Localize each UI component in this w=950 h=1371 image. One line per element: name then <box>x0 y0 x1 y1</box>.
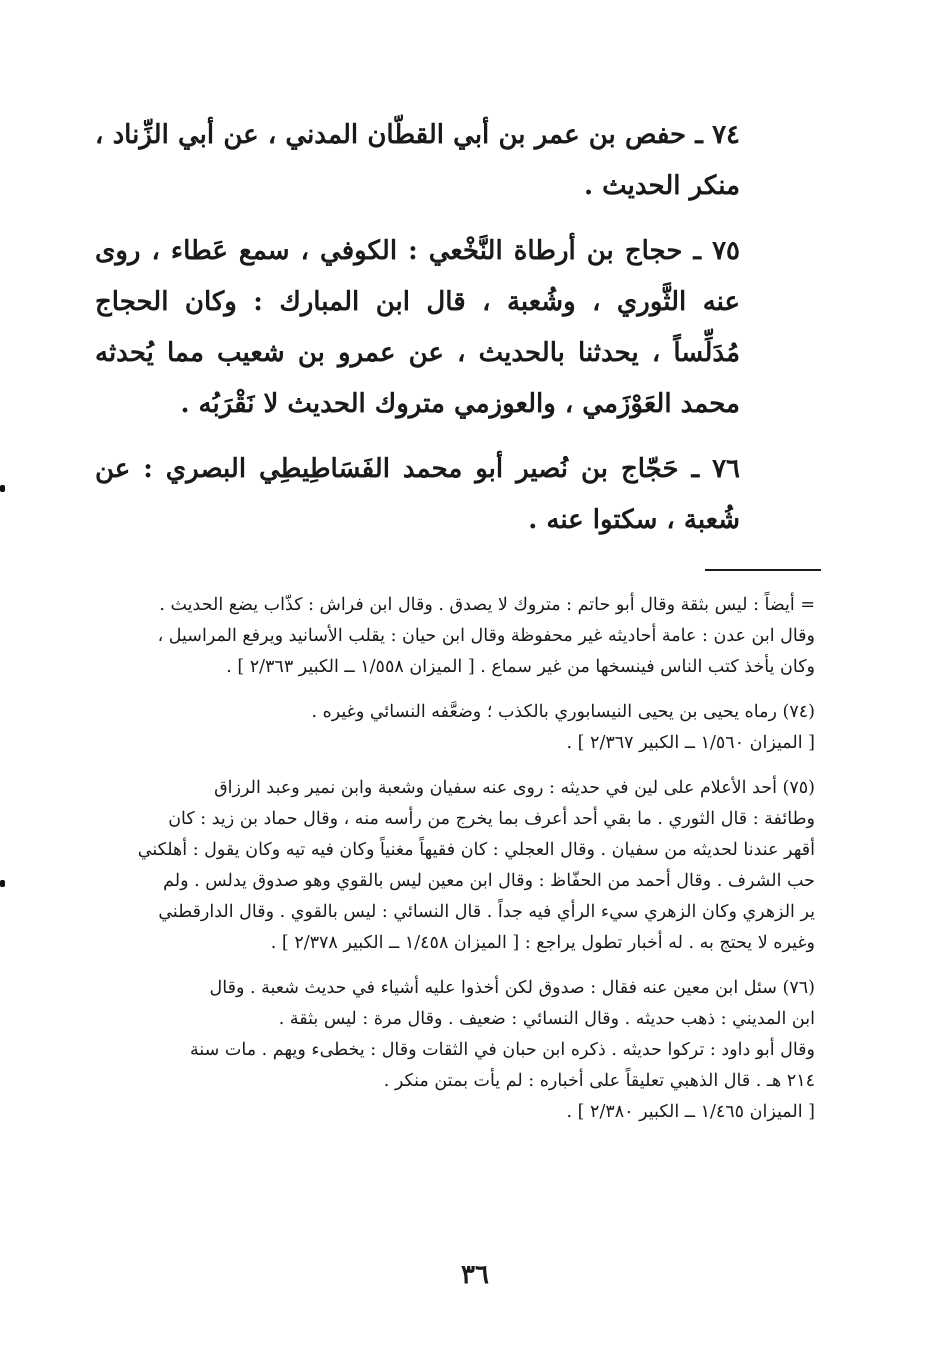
main-text <box>95 110 740 560</box>
entry-75: ٧٥ ـ حجاج بن أرطاة النَّخْعي : الكوفي ، سمع عَطاء ، روى عنه الثَّوري ، وشُعبة ، قال ابن المبارك : وكان الحجاج مُدَلِّساً ، يحدثنا بالحديث ، عن عمرو بن شعيب مما يُحدثه محمد العَوْزَمي ، والعوزمي متروك الحديث لا نَقْرَبُه . <box>95 236 740 419</box>
footnote-line: ٢١٤ هـ . قال الذهبي تعليقاً على أخباره : لم يأت بمتن منكر . <box>383 1071 815 1091</box>
footnote-line: وكان يأخذ كتب الناس فينسخها من غير سماع . [ الميزان ١/٥٥٨ ــ الكبير ٢/٣٦٣ ] . <box>226 657 815 677</box>
footnote-continued <box>95 590 815 683</box>
footnote-75 <box>95 773 815 959</box>
margin-mark <box>0 485 5 492</box>
margin-mark <box>0 880 5 887</box>
footnote-line: ير الزهري وكان الزهري سيء الرأي فيه جداً . قال النسائي : ليس بالقوي . وقال الدارقطني <box>158 902 815 922</box>
footnote-separator <box>705 569 821 571</box>
footnote-line: وقال ابن عدن : عامة أحاديثه غير محفوظة وقال ابن حيان : يقلب الأسانيد ويرفع المراسيل ، <box>157 626 815 646</box>
footnote-line: [ الميزان ١/٤٦٥ ــ الكبير ٢/٣٨٠ ] . <box>566 1102 815 1122</box>
entry-76: ٧٦ ـ حَجّاج بن نُصير أبو محمد الفَسَاطِيطِي البصري : عن شُعبة ، سكتوا عنه . <box>95 454 740 535</box>
footnote-76 <box>95 973 815 1128</box>
footnote-line: أقهر عندنا لحديثه من سفيان . وقال العجلي : كان فقيهاً مغنياً وكان فيه تيه وكان يقول : أهلكني <box>137 840 815 860</box>
entry-74: ٧٤ ـ حفص بن عمر بن أبي القطّان المدني ، عن أبي الزِّناد ، منكر الحديث . <box>95 120 740 201</box>
footnote-line: حب الشرف . وقال أحمد من الحفّاظ : وقال ابن معين ليس بالقوي وهو صدوق يدلس . ولم <box>163 871 815 891</box>
footnote-line: ابن المديني : ذهب حديثه . وقال النسائي : ضعيف . وقال مرة : ليس بثقة . <box>278 1009 815 1029</box>
footnote-line: وطائفة : قال الثوري . ما بقي أحد أعرف بما يخرج من رأسه منه ، وقال حماد بن زيد : كان <box>168 809 815 829</box>
footnote-line: وغيره لا يحتج به . له أخبار تطول يراجع : [ الميزان ١/٤٥٨ ــ الكبير ٢/٣٧٨ ] . <box>270 933 815 953</box>
footnote-74 <box>95 697 815 759</box>
footnote-line: [ الميزان ١/٥٦٠ ــ الكبير ٢/٣٦٧ ] . <box>566 733 815 753</box>
footnote-line: = أيضاً : ليس بثقة وقال أبو حاتم : متروك لا يصدق . وقال ابن فراش : كذّاب يضع الحديث . <box>159 595 815 615</box>
footnote-line: (٧٤) رماه يحيى بن يحيى النيسابوري بالكذب ؛ وضعَّفه النسائي وغيره . <box>311 702 815 722</box>
page-number: ٣٦ <box>461 1260 489 1290</box>
footnote-line: (٧٦) سئل ابن معين عنه فقال : صدوق لكن أخذوا عليه أشياء في حديث شعبة . وقال <box>209 978 815 998</box>
footnote-line: (٧٥) أحد الأعلام على لين في حديثه : روى عنه سفيان وشعبة وابن نمير وعبد الرزاق <box>214 778 815 798</box>
footnotes <box>95 590 815 1142</box>
footnote-line: وقال أبو داود : تركوا حديثه . ذكره ابن حبان في الثقات وقال : يخطىء ويهم . مات سنة <box>190 1040 815 1060</box>
